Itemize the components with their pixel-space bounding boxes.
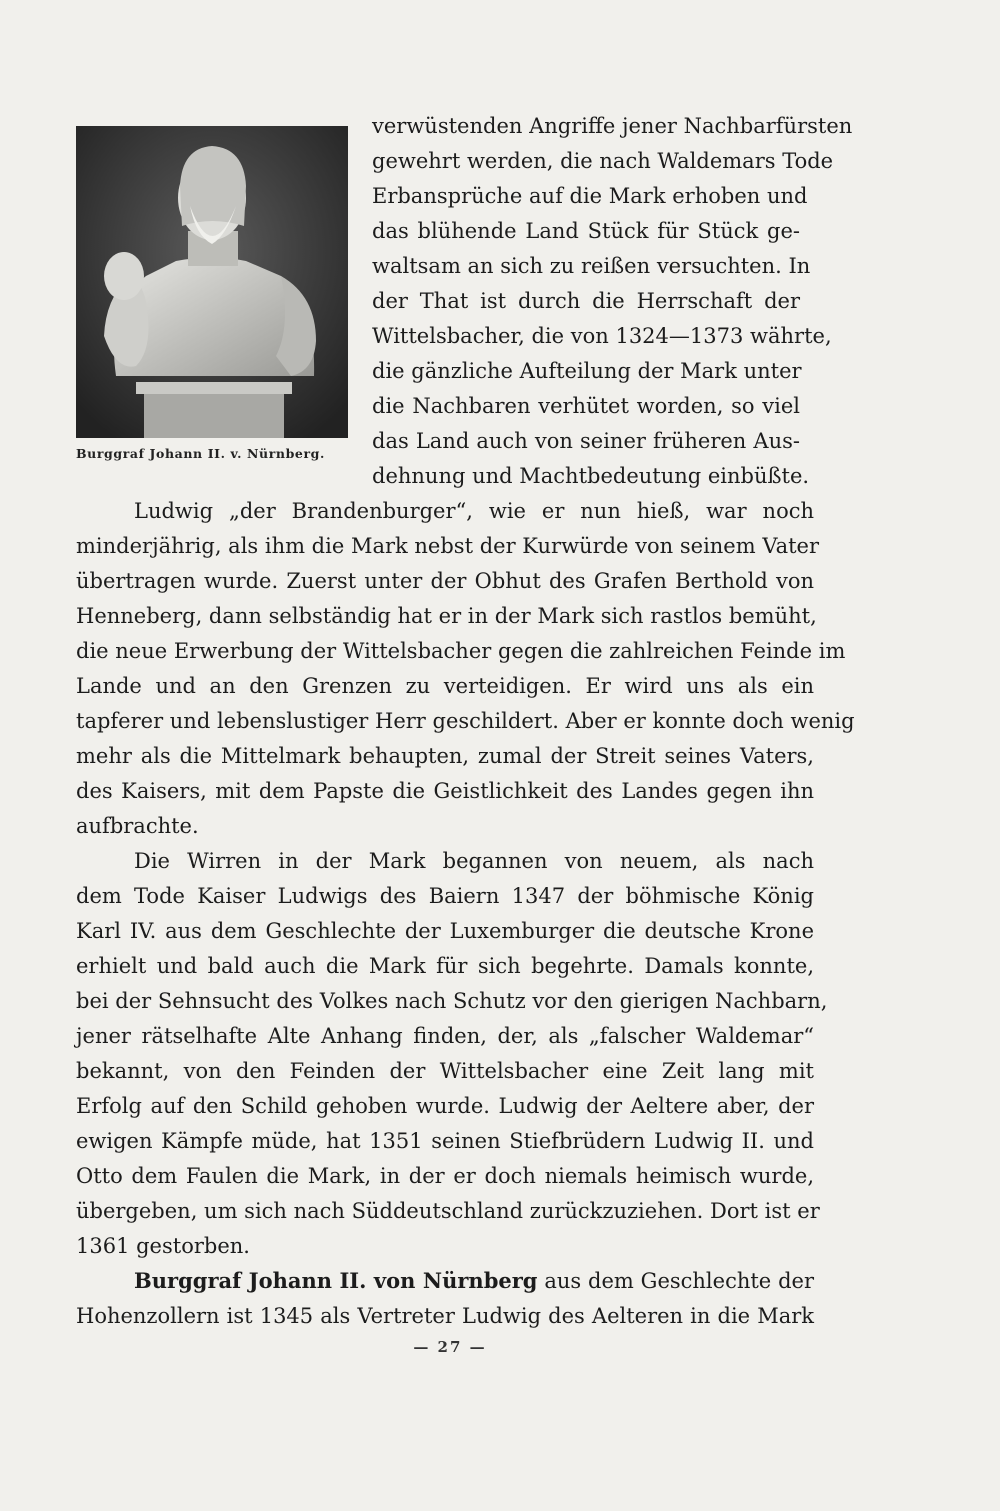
text-fragment: aus dem Geschlechte der xyxy=(537,1269,814,1293)
text-line: bekannt, von den Feinden der Wittelsbacher eine Zeit lang mit xyxy=(76,1059,814,1083)
text-line: des Kaisers, mit dem Papste die Geistlichkeit des Landes gegen ihn xyxy=(76,779,814,803)
bust-photo xyxy=(76,126,348,438)
text-line: die Nachbaren verhütet worden, so viel xyxy=(372,394,800,418)
text-line: erhielt und bald auch die Mark für sich begehrte. Damals konnte, xyxy=(76,954,814,978)
text-line xyxy=(134,1266,814,1296)
text-line: Karl IV. aus dem Geschlechte der Luxemburger die deutsche Krone xyxy=(76,919,814,943)
text-line: Hohenzollern ist 1345 als Vertreter Ludwig des Aelteren in die Mark xyxy=(76,1304,814,1328)
portrait-figure xyxy=(76,126,348,461)
text-line: Ludwig „der Brandenburger“, wie er nun hieß, war noch xyxy=(134,499,814,523)
text-line: Lande und an den Grenzen zu verteidigen. Er wird uns als ein xyxy=(76,674,814,698)
text-line: die neue Erwerbung der Wittelsbacher gegen die zahlreichen Feinde im xyxy=(76,639,846,663)
text-line: minderjährig, als ihm die Mark nebst der Kurwürde von seinem Vater xyxy=(76,534,819,558)
text-line: Henneberg, dann selbständig hat er in der Mark sich rastlos bemüht, xyxy=(76,604,817,628)
text-line: gewehrt werden, die nach Waldemars Tode xyxy=(372,149,834,173)
text-line: übertragen wurde. Zuerst unter der Obhut des Grafen Berthold von xyxy=(76,569,814,593)
text-line: tapferer und lebenslustiger Herr geschildert. Aber er konnte doch wenig xyxy=(76,709,855,733)
text-line: bei der Sehnsucht des Volkes nach Schutz vor den gierigen Nachbarn, xyxy=(76,989,828,1013)
text-line: dehnung und Machtbedeutung einbüßte. xyxy=(372,464,810,488)
text-line: ewigen Kämpfe müde, hat 1351 seinen Stiefbrüdern Ludwig II. und xyxy=(76,1129,814,1153)
figure-caption: Burggraf Johann II. v. Nürnberg. xyxy=(76,446,325,461)
text-line: das Land auch von seiner früheren Aus- xyxy=(372,429,800,453)
text-line: Wittelsbacher, die von 1324—1373 währte, xyxy=(372,324,832,348)
text-line: 1361 gestorben. xyxy=(76,1234,250,1258)
text-line: Erbansprüche auf die Mark erhoben und xyxy=(372,184,808,208)
text-line: Erfolg auf den Schild gehoben wurde. Ludwig der Aeltere aber, der xyxy=(76,1094,814,1118)
bold-name: Burggraf Johann II. von Nürnberg xyxy=(134,1268,538,1293)
text-line: jener rätselhafte Alte Anhang finden, der, als „falscher Waldemar“ xyxy=(76,1024,814,1048)
text-line: aufbrachte. xyxy=(76,814,199,838)
text-line: verwüstenden Angriffe jener Nachbarfürsten xyxy=(372,114,853,138)
text-line: übergeben, um sich nach Süddeutschland zurückzuziehen. Dort ist er xyxy=(76,1199,820,1223)
text-line: das blühende Land Stück für Stück ge- xyxy=(372,219,800,243)
text-line: waltsam an sich zu reißen versuchten. In xyxy=(372,254,811,278)
text-line: der That ist durch die Herrschaft der xyxy=(372,289,800,313)
text-line: Otto dem Faulen die Mark, in der er doch niemals heimisch wurde, xyxy=(76,1164,814,1188)
text-line: mehr als die Mittelmark behaupten, zumal der Streit seines Vaters, xyxy=(76,744,814,768)
page-number: — 27 — xyxy=(413,1338,487,1356)
text-line: die gänzliche Aufteilung der Mark unter xyxy=(372,359,802,383)
text-line: Die Wirren in der Mark begannen von neuem, als nach xyxy=(134,849,814,873)
text-line: dem Tode Kaiser Ludwigs des Baiern 1347 der böhmische König xyxy=(76,884,814,908)
